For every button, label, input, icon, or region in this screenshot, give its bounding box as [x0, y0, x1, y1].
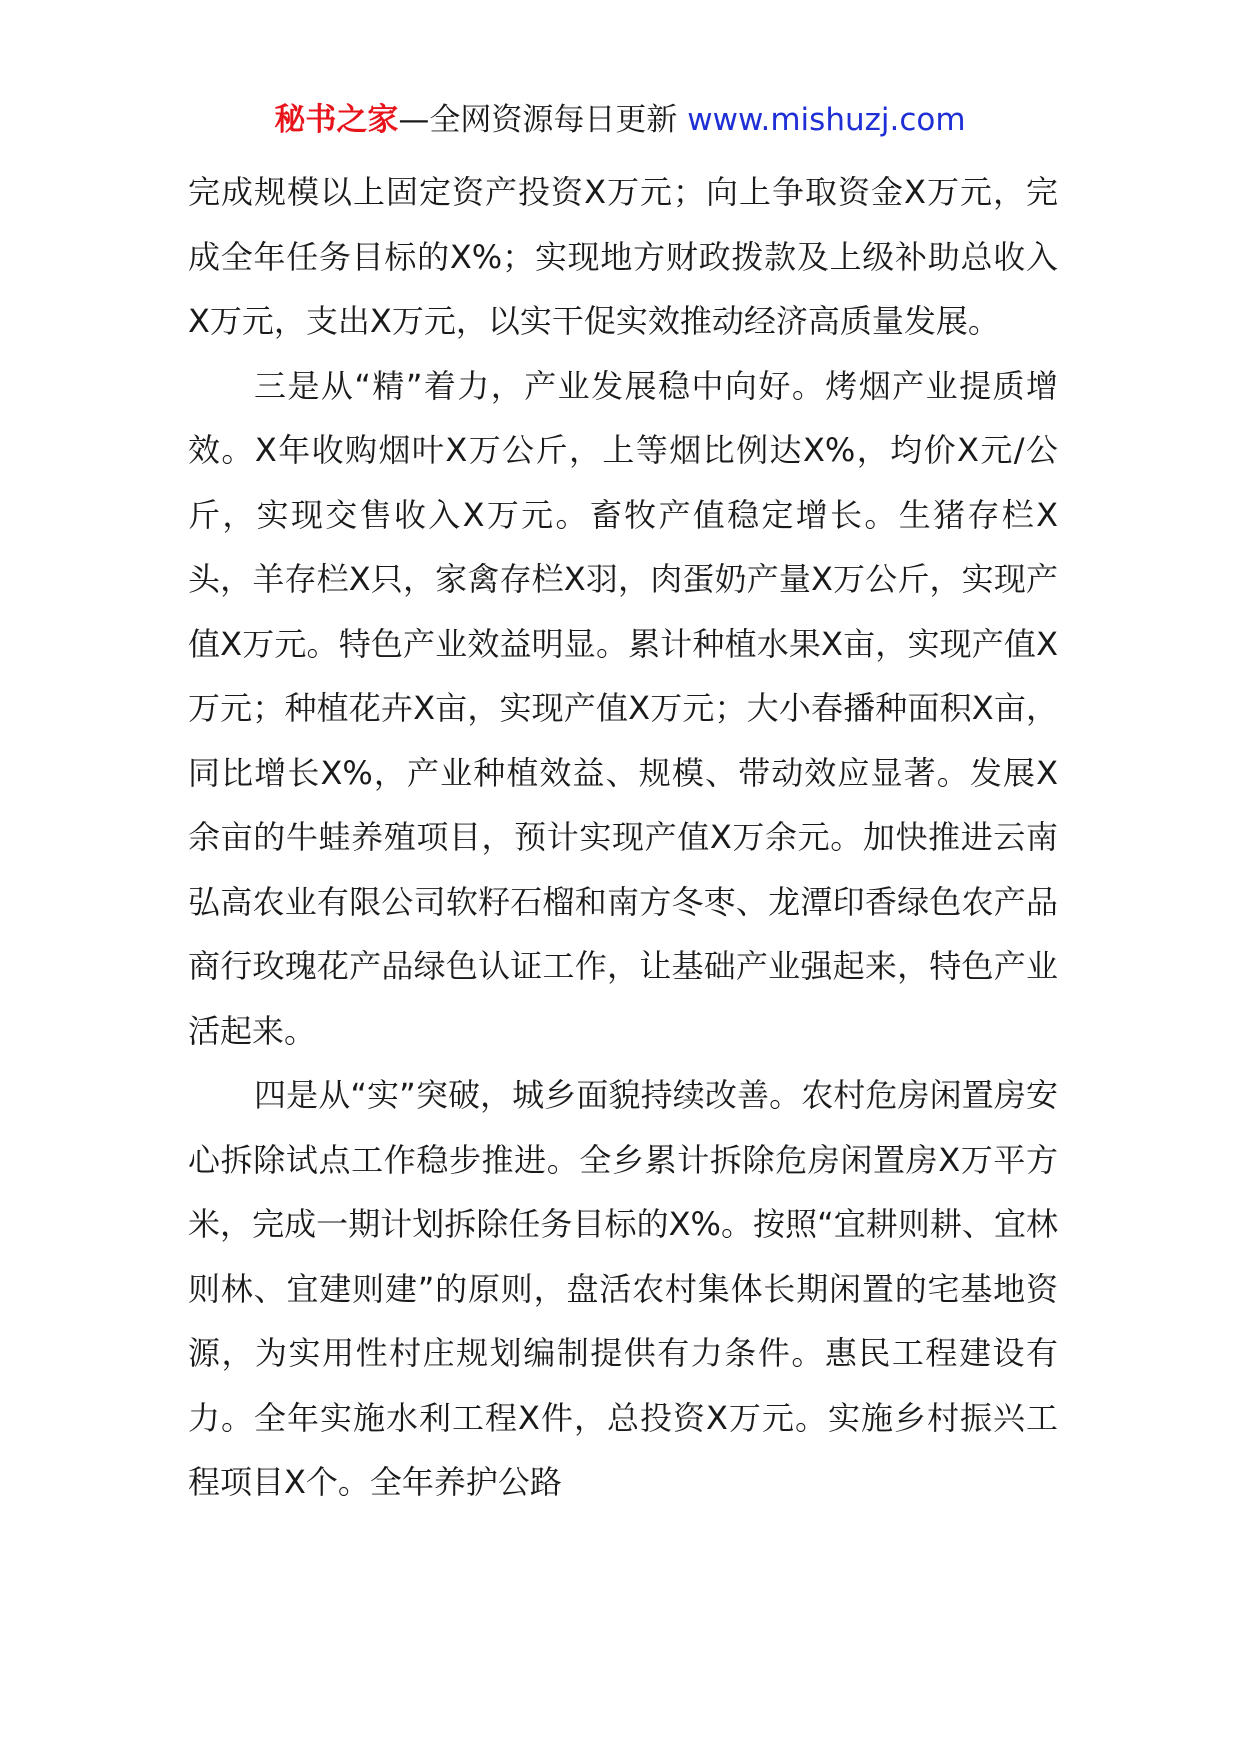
- paragraph-industry: 三是从“精”着力，产业发展稳中向好。烤烟产业提质增效。X年收购烟叶X万公斤，上等烟比例达X%，均价X元/公斤，实现交售收入X万元。畜牧产值稳定增长。生猪存栏X头，羊存栏X只，家禽存栏X羽，肉蛋奶产量X万公斤，实现产值X万元。特色产业效益明显。累计种植水果X亩，实现产值X万元；种植花卉X亩，实现产值X万元；大小春播种面积X亩，同比增长X%，产业种植效益、规模、带动效应显著。发展X余亩的牛蛙养殖项目，预计实现产值X万余元。加快推进云南弘高农业有限公司软籽石榴和南方冬枣、龙潭印香绿色农产品商行玫瑰花产品绿色认证工作，让基础产业强起来，特色产业活起来。: [188, 366, 1058, 1050]
- site-brand: 秘书之家: [274, 102, 399, 138]
- site-tagline: —全网资源每日更新: [398, 102, 688, 138]
- site-url-link[interactable]: www.mishuzj.com: [687, 102, 966, 138]
- document-body: [188, 160, 1058, 1515]
- site-header: [0, 98, 1240, 142]
- paragraph-continued: 完成规模以上固定资产投资X万元；向上争取资金X万元，完成全年任务目标的X%；实现地方财政拨款及上级补助总收入X万元，支出X万元，以实干促实效推动经济高质量发展。: [188, 173, 1058, 340]
- paragraph-urban-rural: 四是从“实”突破，城乡面貌持续改善。农村危房闲置房安心拆除试点工作稳步推进。全乡累计拆除危房闲置房X万平方米，完成一期计划拆除任务目标的X%。按照“宜耕则耕、宜林则林、宜建则建”的原则，盘活农村集体长期闲置的宅基地资源，为实用性村庄规划编制提供有力条件。惠民工程建设有力。全年实施水利工程X件，总投资X万元。实施乡村振兴工程项目X个。全年养护公路: [188, 1076, 1058, 1501]
